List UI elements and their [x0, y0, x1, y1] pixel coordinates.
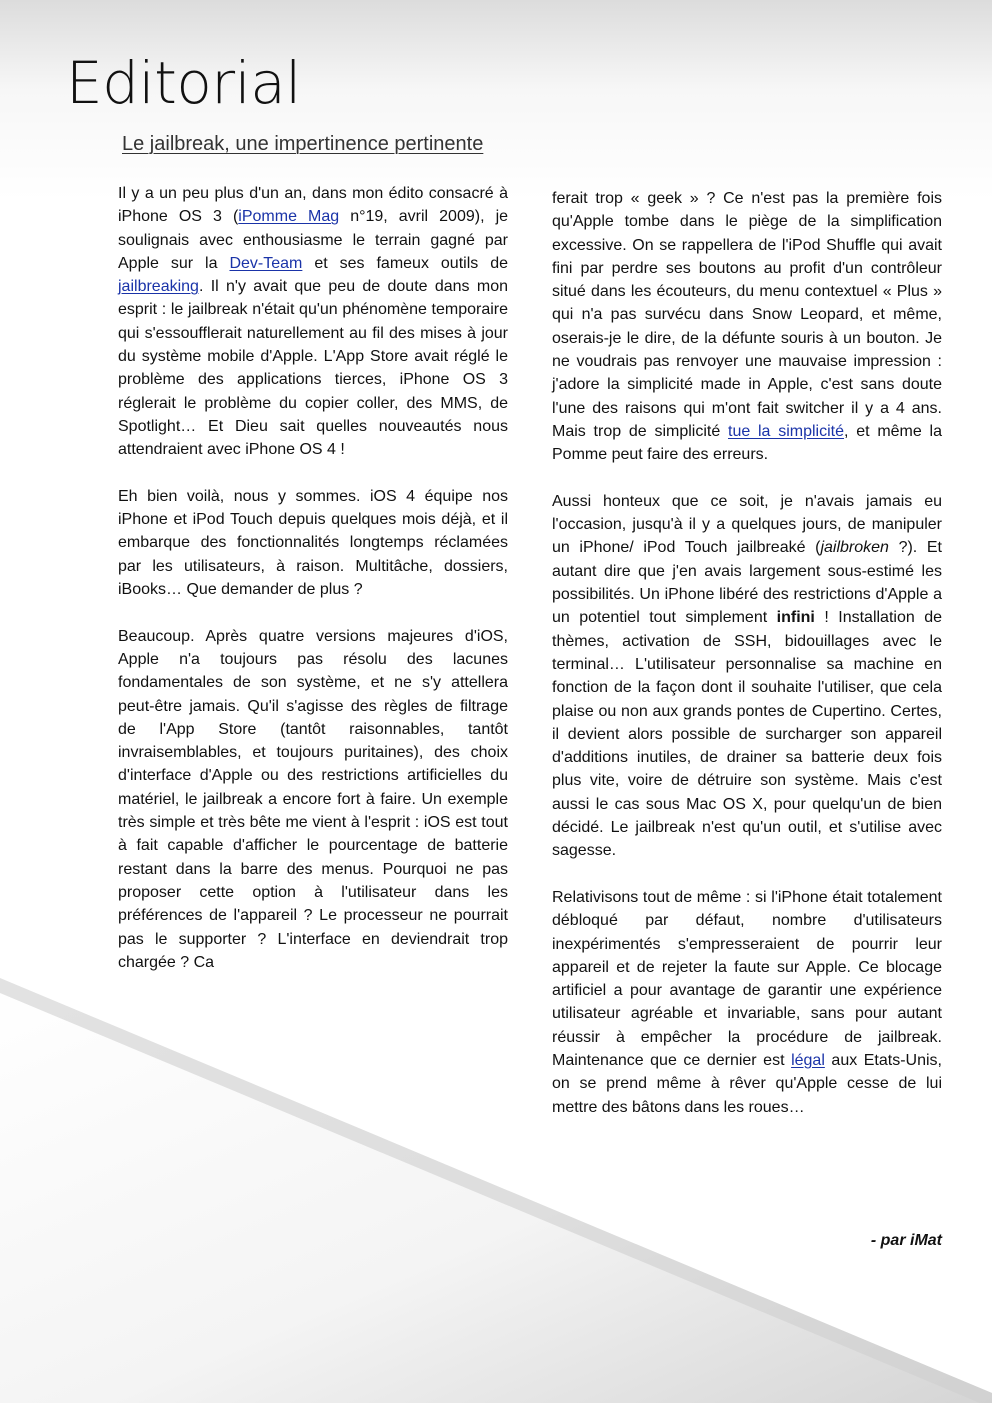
paragraph: Il y a un peu plus d'un an, dans mon édito consacré à iPhone OS 3 (iPomme Mag n°19, avril 2009), je soulignais avec enthousiasme le terrain gagné par Apple sur la Dev-Team et ses fameux outils de jailbreaking. Il n'y avait que peu de doute dans mon esprit : le jailbreak n'était qu'un phénomène temporaire qui s'essoufflerait naturellement au fil des mises à jour du système mobile d'Apple. L'App Store avait réglé le problème des applications tierces, iPhone OS 3 réglerait le problème du copier coller, des MMS, de Spotlight… Et Dieu sait quelles nouveautés nous attendraient avec iPhone OS 4 ! [118, 185, 509, 459]
link-tue-la-simplicite[interactable]: tue la simplicité [728, 422, 845, 440]
article-subtitle: Le jailbreak, une impertinence pertinente [122, 133, 484, 155]
link-ipomme-mag[interactable]: iPomme Mag [238, 208, 340, 226]
left-column [118, 182, 508, 997]
right-column [552, 187, 942, 1142]
author-signature: - par iMat [870, 1232, 942, 1249]
link-jailbreaking[interactable]: jailbreaking [118, 278, 199, 296]
paragraph: Relativisons tout de même : si l'iPhone était totalement débloqué par défaut, nombre d'utilisateurs inexpérimentés s'empresseraient de pourrir leur appareil et de rejeter la faute sur Apple. Ce blocage artificiel a pour avantage de garantir une expérience utilisateur agréable et invariable, sans pour autant réussir à empêcher la procédure de jailbreak. Maintenance que ce dernier est légal aux Etats-Unis, on se prend même à rêver qu'Apple cesse de lui mettre des bâtons dans les roues… [552, 888, 942, 1116]
paragraph: ferait trop « geek » ? Ce n'est pas la première fois qu'Apple tombe dans le piège de la simplification excessive. On se rappellera de l'iPod Shuffle qui avait fini par perdre ses boutons au profit d'un contrôleur situé dans les écouteurs, du menu contextuel « Plus » qui n'a pas survécu dans Snow Leopard, et même, oserais-je le dire, de la défunte souris à un bouton. Je ne voudrais pas renvoyer une mauvaise impression : j'adore la simplicité made in Apple, c'est sans doute l'une des raisons qui m'ont fait switcher il y a 4 ans. Mais trop de simplicité tue la simplicité, et même la Pomme peut faire des erreurs. [552, 190, 943, 464]
link-dev-team[interactable]: Dev-Team [229, 254, 303, 272]
paragraph: Aussi honteux que ce soit, je n'avais jamais eu l'occasion, jusqu'à il y a quelques jours, de manipuler un iPhone/ iPod Touch jailbreaké (jailbroken ?). Et autant dire que j'en avais largement sous-estimé les possibilités. Un iPhone libéré des restrictions d'Apple a un potentiel tout simplement infini ! Installation de thèmes, activation de SSH, bidouillages avec le terminal… L'utilisateur personnalise sa machine en fonction de la façon dont il souhaite l'utiliser, que cela plaise ou non aux grands pontes de Cupertino. Certes, il devient alors possible de surcharger son appareil d'additions inutiles, de drainer sa batterie deux fois plus vite, voire de détruire son système. Mais c'est aussi le cas sous Mac OS X, pour quelqu'un de bien décidé. Le jailbreak n'est qu'un outil, et s'utilise avec sagesse. [552, 492, 943, 860]
paragraph: Eh bien voilà, nous y sommes. iOS 4 équipe nos iPhone et iPod Touch depuis quelques mois déjà, et il embarque des fonctionnalités longtemps réclamées par les utilisateurs, à raison. Multitâche, dossiers, iBooks… Que demander de plus ? [118, 487, 508, 599]
paragraph: Beaucoup. Après quatre versions majeures d'iOS, Apple n'a toujours pas résolu des lacunes fondamentales de son système, et ne s'y attellera peut-être jamais. Qu'il s'agisse des règles de filtrage de l'App Store (tantôt raisonnables, tantôt invraisemblables, et toujours puritaines), des choix d'interface d'Apple ou des restrictions artificielles du matériel, le jailbreak a encore fort à faire. Un exemple très simple et très bête me vient à l'esprit : iOS est tout à fait capable d'afficher le pourcentage de batterie restant dans la barre des menus. Pourquoi ne pas proposer cette option à l'utilisateur dans les préférences de l'appareil ? Le processeur ne pourrait pas le supporter ? L'interface en deviendrait trop chargée ? Ca [118, 627, 508, 971]
link-legal[interactable]: légal [791, 1051, 825, 1069]
page-title: Editorial [66, 49, 301, 117]
